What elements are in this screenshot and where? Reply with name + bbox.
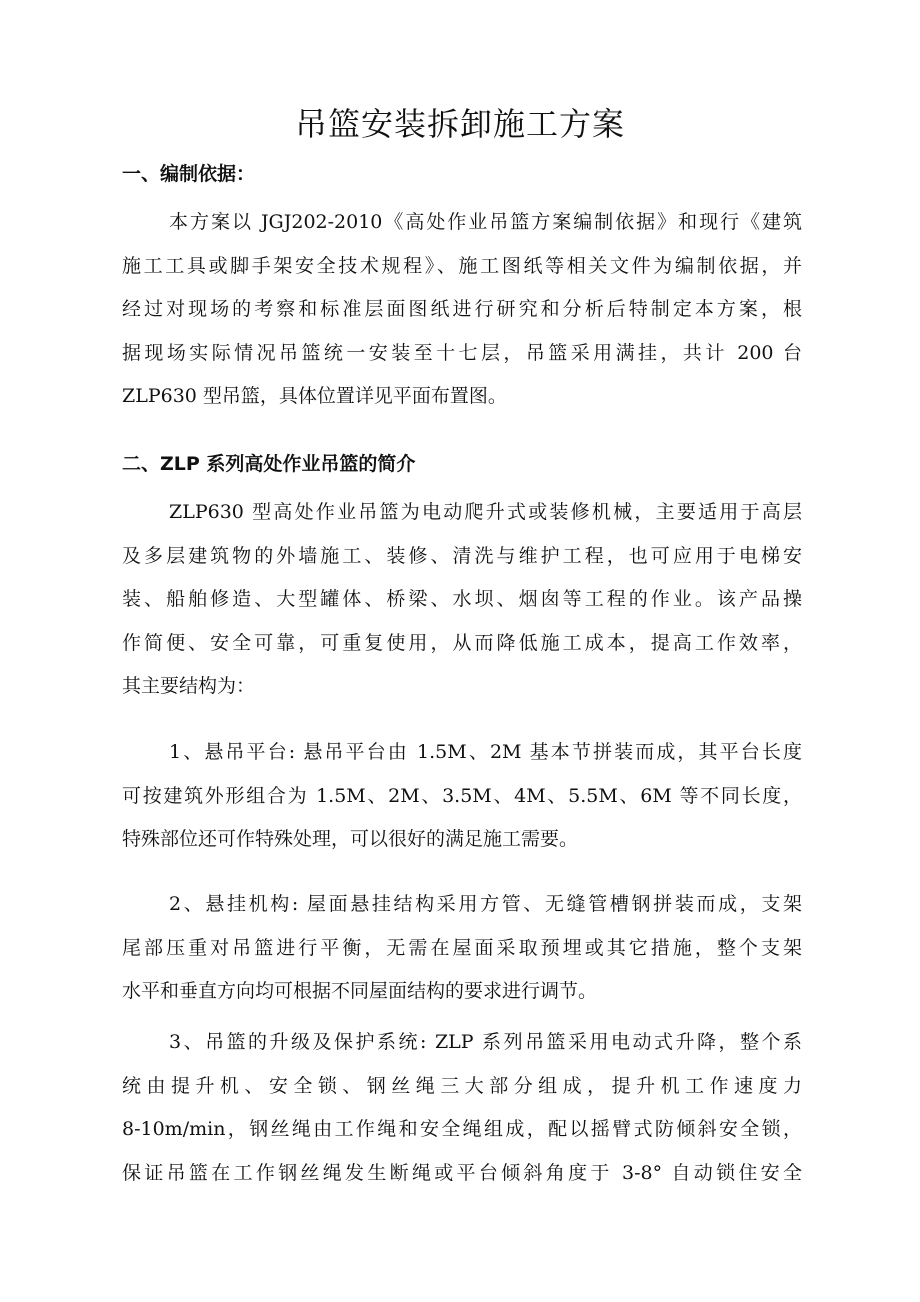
paragraph-line: ZLP630 型高处作业吊篮为电动爬升式或装修机械，主要适用于高层 — [169, 501, 802, 523]
item-suspension-mechanism — [122, 883, 802, 1014]
section-heading-basis: 一、编制依据： — [122, 163, 256, 185]
paragraph-line: 装、船舶修造、大型罐体、桥梁、水坝、烟囱等工程的作业。该产品操 — [122, 588, 802, 611]
item-suspended-platform — [122, 731, 802, 862]
paragraph-line: 本方案以 JGJ202-2010《高处作业吊篮方案编制依据》和现行《建筑 — [169, 211, 802, 233]
document-title: 吊篮安装拆卸施工方案 — [294, 105, 625, 143]
paragraph-line: 可按建筑外形组合为 1.5M、2M、3.5M、4M、5.5M、6M 等不同长度， — [122, 784, 802, 807]
paragraph-line: 尾部压重对吊篮进行平衡，无需在屋面采取预埋或其它措施，整个支架 — [122, 936, 802, 959]
paragraph-line: 统由提升机、安全锁、钢丝绳三大部分组成，提升机工作速度力 — [122, 1074, 802, 1097]
paragraph-line: 8-10m/min，钢丝绳由工作绳和安全绳组成，配以摇臂式防倾斜安全锁， — [122, 1118, 802, 1141]
paragraph-line: 据现场实际情况吊篮统一安装至十七层，吊篮采用满挂，共计 200 台 — [122, 341, 802, 364]
paragraph-line: 水平和垂直方向均可根据不同屋面结构的要求进行调节。 — [122, 980, 598, 1003]
paragraph-line: 3、吊篮的升级及保护系统: ZLP 系列吊篮采用电动式升降，整个系 — [169, 1031, 802, 1053]
paragraph-line: 2、悬挂机构: 屋面悬挂结构采用方管、无缝管槽钢拼装而成，支架 — [169, 893, 802, 915]
section-heading-intro: 二、ZLP 系列高处作业吊篮的简介 — [122, 453, 416, 475]
paragraph-line: 施工工具或脚手架安全技术规程》、施工图纸等相关文件为编制依据，并 — [122, 254, 802, 277]
paragraph-line: 经过对现场的考察和标准层面图纸进行研究和分析后特制定本方案，根 — [122, 298, 802, 321]
paragraph-line: 保证吊篮在工作钢丝绳发生断绳或平台倾斜角度于 3-8° 自动锁住安全 — [122, 1161, 802, 1184]
paragraph-line: 1、悬吊平台: 悬吊平台由 1.5M、2M 基本节拼装而成，其平台长度 — [169, 741, 802, 763]
paragraph-line: 及多层建筑物的外墙施工、装修、清洗与维护工程，也可应用于电梯安 — [122, 544, 802, 567]
paragraph-line: ZLP630 型吊篮，具体位置详见平面布置图。 — [122, 385, 507, 408]
item-lifting-protection-system — [122, 1021, 802, 1195]
paragraph-line: 作简便、安全可靠，可重复使用，从而降低施工成本，提高工作效率， — [122, 631, 802, 654]
paragraph-line: 其主要结构为： — [122, 675, 256, 698]
section2-intro-paragraph — [122, 491, 802, 709]
paragraph-line: 特殊部位还可作特殊处理，可以很好的满足施工需要。 — [122, 828, 579, 851]
section1-paragraph — [122, 201, 802, 419]
